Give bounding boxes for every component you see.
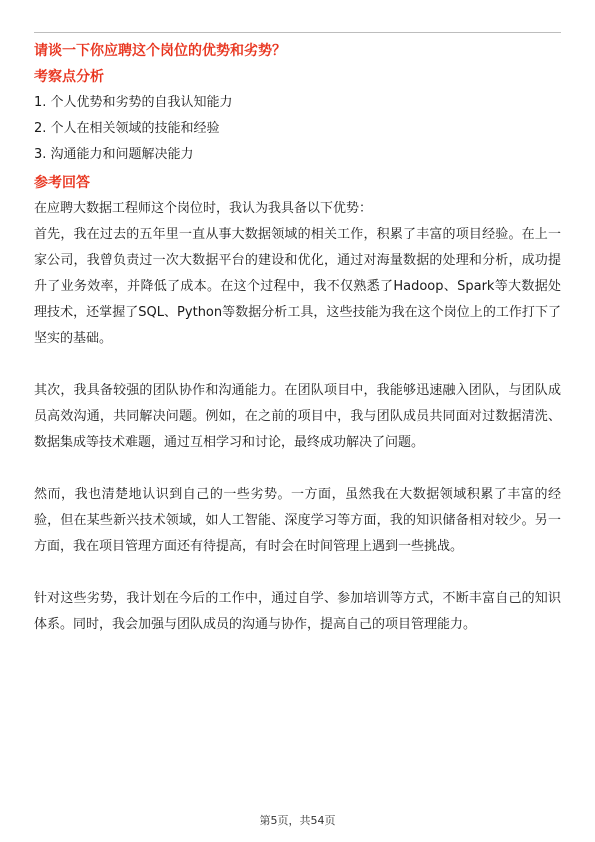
answer-paragraph-4: 针对这些劣势，我计划在今后的工作中，通过自学、参加培训等方式，不断丰富自己的知识体系。同时，我会加强与团队成员的沟通与协作，提高自己的项目管理能力。 (34, 591, 561, 632)
analysis-points (34, 90, 561, 168)
answer-paragraph-2: 其次，我具备较强的团队协作和沟通能力。在团队项目中，我能够迅速融入团队，与团队成员高效沟通，共同解决问题。例如，在之前的项目中，我与团队成员共同面对过数据清洗、数据集成等技术难题，通过互相学习和讨论，最终成功解决了问题。 (34, 383, 561, 450)
analysis-point: 1. 个人优势和劣势的自我认知能力 (34, 95, 233, 110)
answer-paragraph-1: 首先，我在过去的五年里一直从事大数据领域的相关工作，积累了丰富的项目经验。在上一家公司，我曾负责过一次大数据平台的建设和优化，通过对海量数据的处理和分析，成功提升了业务效率，并降低了成本。在这个过程中，我不仅熟悉了Hadoop、Spark等大数据处理技术，还掌握了SQL、Python等数据分析工具，这些技能为我在这个岗位上的工作打下了坚实的基础。 (34, 227, 561, 346)
analysis-point: 2. 个人在相关领域的技能和经验 (34, 121, 220, 136)
page-number: 第5页，共54页 (259, 814, 336, 827)
analysis-point: 3. 沟通能力和问题解决能力 (34, 147, 194, 162)
page-content (34, 40, 561, 638)
answer-intro: 在应聘大数据工程师这个岗位时，我认为我具备以下优势： (34, 201, 373, 216)
answer-title: 参考回答 (34, 175, 90, 191)
header-rule (34, 32, 561, 33)
answer-paragraph-3: 然而，我也清楚地认识到自己的一些劣势。一方面，虽然我在大数据领域积累了丰富的经验，但在某些新兴技术领域，如人工智能、深度学习等方面，我的知识储备相对较少。另一方面，我在项目管理方面还有待提高，有时会在时间管理上遇到一些挑战。 (34, 487, 561, 554)
analysis-title: 考察点分析 (34, 69, 104, 85)
question-title: 请谈一下你应聘这个岗位的优势和劣势？ (34, 43, 286, 59)
